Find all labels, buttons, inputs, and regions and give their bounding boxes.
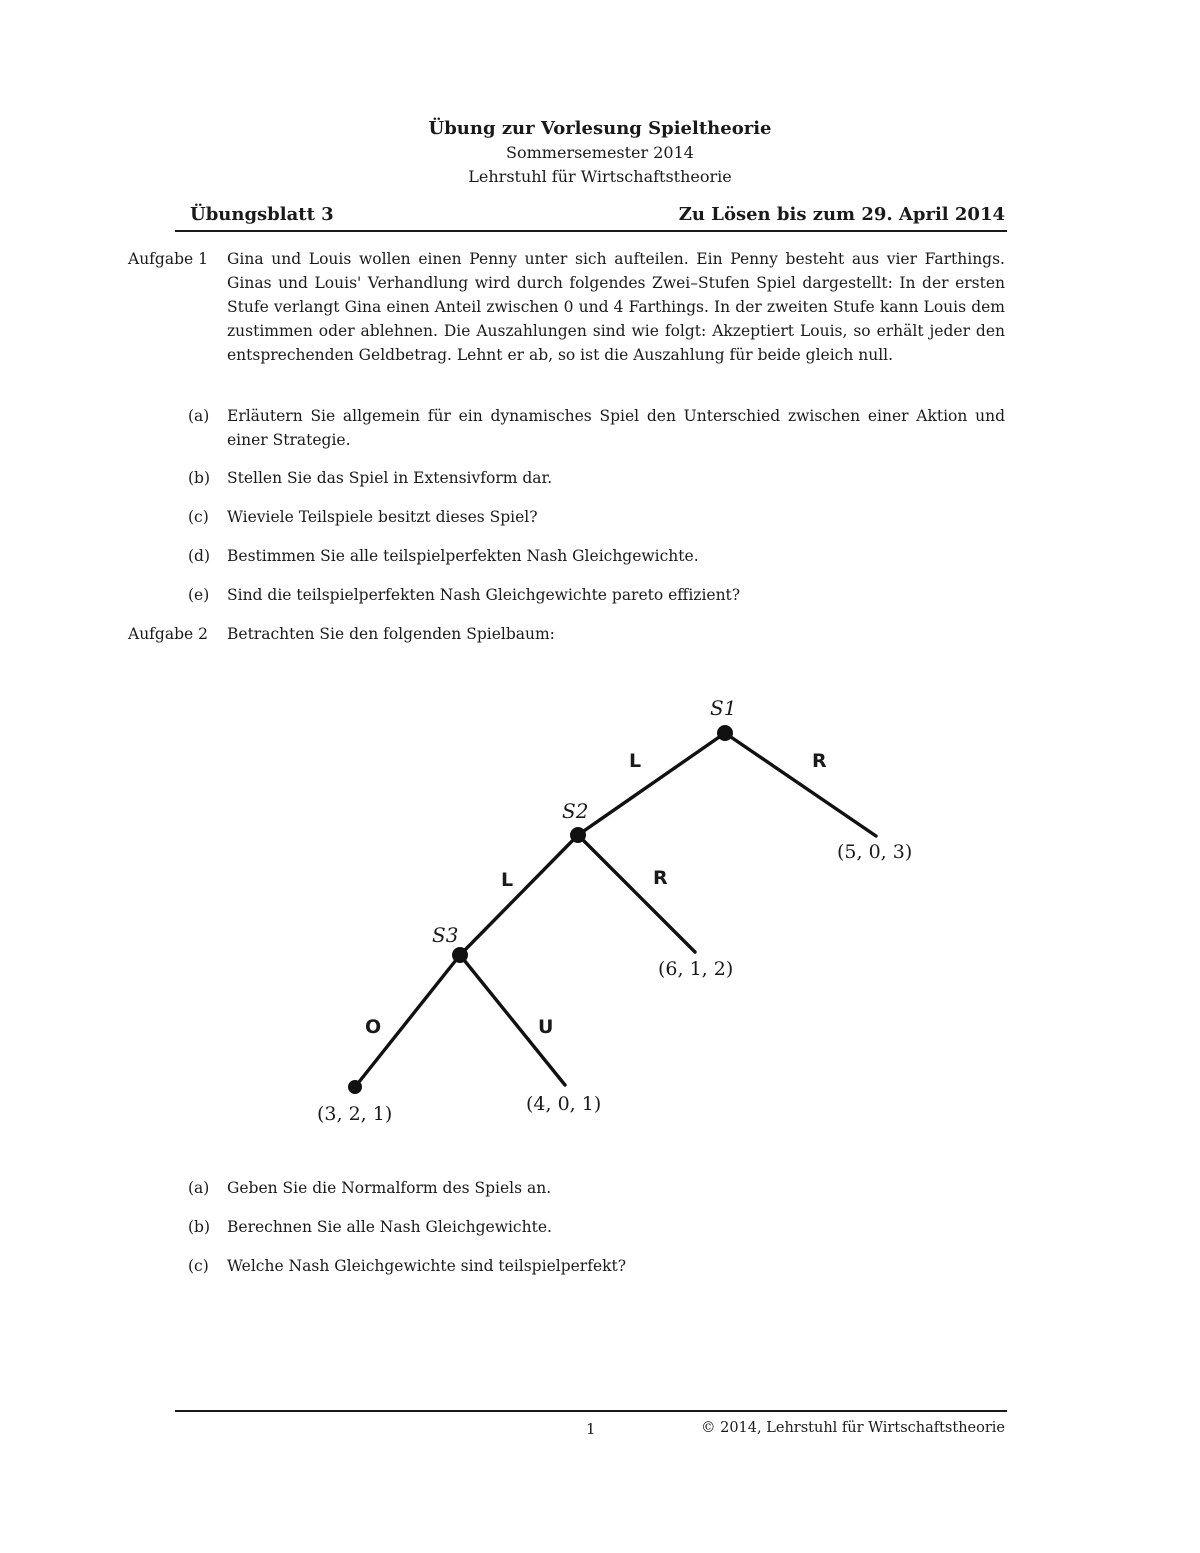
payoff-s3-left: (3, 2, 1) [317,1103,393,1125]
semester: Sommersemester 2014 [506,143,694,162]
item-text: Erläutern Sie allgemein für ein dynamisches Spiel den Unterschied zwischen einer Aktion und einer Strategie. [227,407,1005,449]
edge-s2-right [578,835,695,952]
item-text: Berechnen Sie alle Nash Gleichgewichte. [227,1218,552,1236]
item-label: (c) [188,508,209,526]
node-s2 [570,827,586,843]
item-text: Wieviele Teilspiele besitzt dieses Spiel? [227,508,538,526]
edge-label-s3-left: O [365,1016,382,1038]
item-text: Welche Nash Gleichgewichte sind teilspielperfekt? [227,1257,627,1275]
item-label: (b) [188,469,211,487]
item-label: (a) [188,407,210,425]
terminal-node [348,1080,362,1094]
task1-label: Aufgabe 1 [128,250,208,268]
edge-s1-right [725,733,876,836]
task2-label: Aufgabe 2 [128,625,208,643]
item-label: (b) [188,1218,211,1236]
payoff-s2-right: (6, 1, 2) [658,958,734,980]
task1-intro: Gina und Louis wollen einen Penny unter sich aufteilen. Ein Penny besteht aus vier Farthings. Ginas und Louis' Verhandlung wird durch folgendes Zwei–Stufen Spiel dargestellt: In der ersten Stufe verlangt Gina einen Anteil zwischen 0 und 4 Farthings. In der zweiten Stufe kann Louis dem zustimmen oder ablehnen. Die Auszahlungen sind wie folgt: Akzeptiert Louis, so erhält jeder den entsprechenden Geldbetrag. Lehnt er ab, so ist die Auszahlung für beide gleich null. [227,250,1005,364]
item-label: (a) [188,1179,210,1197]
edge-s1-left [578,733,725,835]
due-date: Zu Lösen bis zum 29. April 2014 [678,204,1005,225]
node-label-s1: S1 [710,696,737,720]
header-rule [175,230,1007,232]
game-tree [300,680,940,1140]
sheet-name: Übungsblatt 3 [190,204,334,225]
node-s1 [717,725,733,741]
edge-label-s1-right: R [812,750,827,772]
sheet-header [190,204,1005,230]
item-text: Sind die teilspielperfekten Nash Gleichgewichte pareto effizient? [227,586,741,604]
node-s3 [452,947,468,963]
item-label: (c) [188,1257,209,1275]
edge-label-s2-right: R [653,867,668,889]
footer-rule [175,1410,1007,1412]
edge-label-s2-left: L [501,869,514,891]
edge-label-s1-left: L [629,750,642,772]
payoff-s3-right: (4, 0, 1) [526,1093,602,1115]
node-label-s2: S2 [562,799,589,823]
node-label-s3: S3 [432,923,459,947]
copyright-notice: © 2014, Lehrstuhl für Wirtschaftstheorie [701,1420,1005,1436]
item-label: (d) [188,547,211,565]
course-title: Übung zur Vorlesung Spieltheorie [428,118,772,139]
item-text: Stellen Sie das Spiel in Extensivform dar. [227,469,553,487]
edge-label-s3-right: U [538,1016,554,1038]
item-label: (e) [188,586,210,604]
task2-intro: Betrachten Sie den folgenden Spielbaum: [227,625,555,643]
item-text: Bestimmen Sie alle teilspielperfekten Nash Gleichgewichte. [227,547,699,565]
chair-name: Lehrstuhl für Wirtschaftstheorie [468,167,732,186]
edge-s2-left [460,835,578,955]
item-text: Geben Sie die Normalform des Spiels an. [227,1179,552,1197]
page-number: 1 [586,1420,596,1438]
payoff-s1-right: (5, 0, 3) [837,841,913,863]
